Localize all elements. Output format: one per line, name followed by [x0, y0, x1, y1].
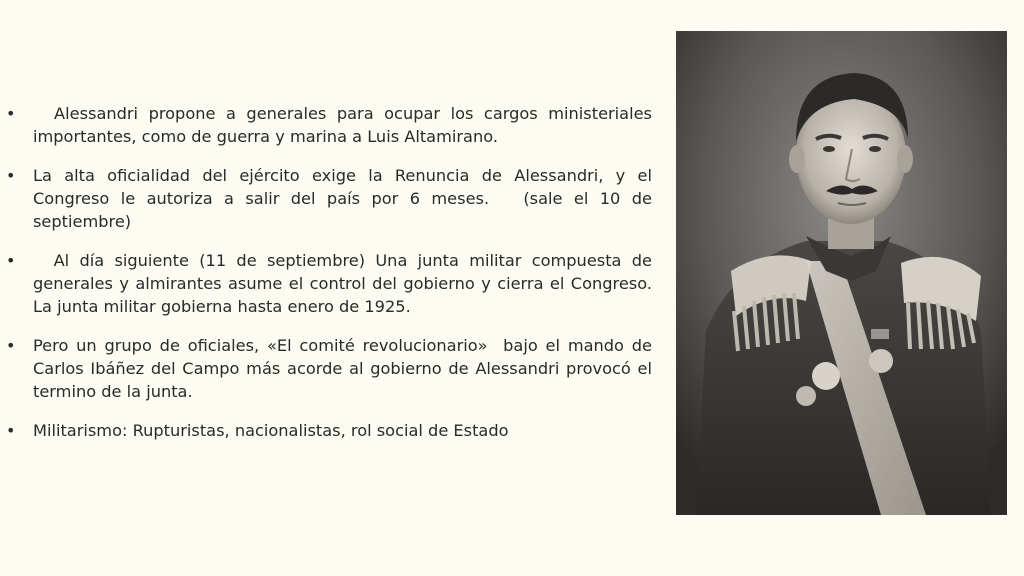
portrait-illustration: [676, 31, 1007, 515]
bullet-list: [6, 102, 663, 458]
bullet-marker: •: [6, 104, 16, 123]
bullet-marker: •: [6, 166, 16, 185]
bullet-text: Alessandri propone a generales para ocupar los cargos ministeriales importantes, como de guerra y marina a Luis Altamirano.: [33, 104, 658, 146]
bullet-item: [6, 164, 658, 233]
medal: [796, 386, 816, 406]
medal: [869, 349, 893, 373]
bullet-item: [6, 102, 658, 148]
bullet-item: [6, 334, 658, 403]
bullet-text: Pero un grupo de oficiales, «El comité revolucionario» bajo el mando de Carlos Ibáñez del Campo más acorde al gobierno de Alessandri provocó el termino de la junta.: [33, 336, 658, 401]
bullet-text: Al día siguiente (11 de septiembre) Una junta militar compuesta de generales y almirantes asume el control del gobierno y cierra el Congreso. La junta militar gobierna hasta enero de 1925.: [33, 251, 663, 316]
portrait-photo: [676, 31, 1007, 515]
bullet-text: Militarismo: Rupturistas, nacionalistas, rol social de Estado: [33, 421, 509, 440]
bullet-marker: •: [6, 336, 16, 355]
bullet-text: La alta oficialidad del ejército exige la Renuncia de Alessandri, y el Congreso le autoriza a salir del país por 6 meses. (sale el 10 de septiembre): [33, 166, 658, 231]
bullet-item: [6, 249, 663, 318]
medal: [812, 362, 840, 390]
bullet-marker: •: [6, 251, 16, 270]
bullet-marker: •: [6, 421, 16, 440]
bullet-item: [6, 419, 652, 442]
